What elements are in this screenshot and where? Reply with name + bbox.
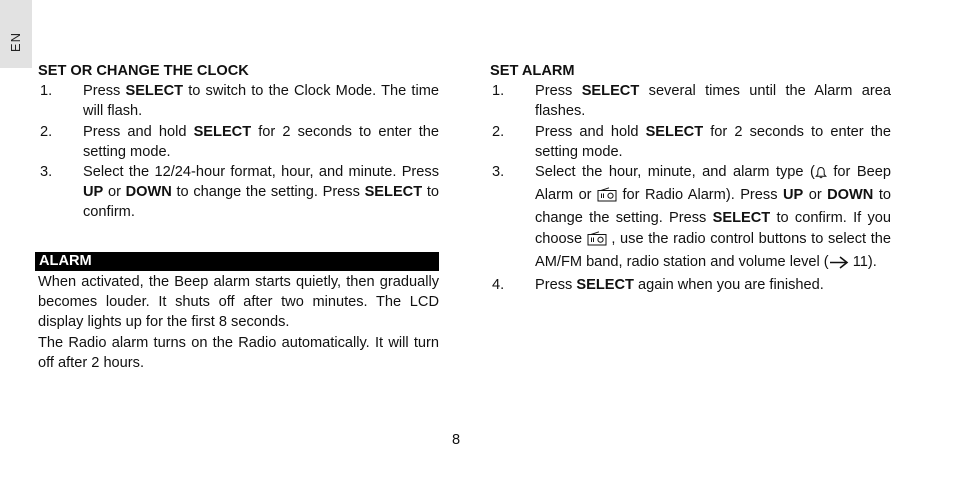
step-text: Select the hour, minute, and alarm type ( bbox=[535, 164, 815, 181]
list-item bbox=[38, 122, 439, 162]
step-number: 4. bbox=[492, 277, 505, 294]
list-item bbox=[38, 162, 439, 223]
step-number: 2. bbox=[492, 123, 505, 140]
step-text: Press bbox=[83, 83, 126, 100]
button-name: DOWN bbox=[125, 184, 172, 201]
step-text: for Radio Alarm). Press bbox=[617, 187, 783, 204]
step-text: Press bbox=[535, 83, 582, 100]
alarm-steps bbox=[490, 81, 891, 295]
step-text: to confirm. If you choose bbox=[535, 210, 891, 247]
step-text: several times until the Alarm area flashes. bbox=[535, 83, 892, 120]
page-number: 8 bbox=[452, 432, 461, 448]
list-item bbox=[490, 122, 891, 162]
button-name: SELECT bbox=[193, 123, 252, 140]
button-name: SELECT bbox=[712, 210, 771, 227]
paragraph: When activated, the Beep alarm starts quietly, then gradually becomes louder. It shuts off after two minutes. The LCD display lights up for the first 8 seconds. bbox=[38, 274, 439, 331]
step-number: 3. bbox=[40, 164, 53, 181]
step-text: Press and hold bbox=[83, 123, 194, 140]
alarm-description bbox=[38, 272, 439, 373]
bell-icon bbox=[815, 165, 827, 185]
step-text: for Beep Alarm or bbox=[535, 164, 891, 204]
button-name: SELECT bbox=[581, 83, 640, 100]
button-name: SELECT bbox=[125, 83, 184, 100]
section-heading-clock: SET OR CHANGE THE CLOCK bbox=[38, 63, 249, 79]
step-text: or bbox=[103, 184, 126, 201]
list-item bbox=[490, 162, 891, 275]
paragraph: The Radio alarm turns on the Radio automatically. It will turn off after 2 hours. bbox=[38, 334, 439, 371]
radio-icon bbox=[597, 187, 617, 208]
step-text: Press and hold bbox=[535, 123, 646, 140]
step-text: to confirm. bbox=[83, 184, 439, 221]
step-text: 11). bbox=[848, 253, 877, 270]
step-text: to switch to the Clock Mode. The time will flash. bbox=[83, 83, 439, 120]
radio-icon bbox=[587, 231, 607, 252]
language-tab bbox=[0, 0, 32, 68]
button-name: SELECT bbox=[364, 184, 423, 201]
step-text: Press bbox=[535, 277, 577, 294]
right-column bbox=[490, 61, 891, 295]
step-number: 1. bbox=[492, 83, 505, 100]
button-name: SELECT bbox=[576, 277, 634, 294]
step-text: , use the radio control buttons to select the AM/FM band, radio station and volume level ( bbox=[535, 230, 891, 270]
button-name: UP bbox=[83, 184, 104, 201]
step-text: for 2 seconds to enter the setting mode. bbox=[535, 123, 891, 160]
step-number: 3. bbox=[492, 164, 505, 181]
clock-steps bbox=[38, 81, 439, 222]
left-column bbox=[38, 61, 439, 223]
arrow-right-icon bbox=[829, 255, 849, 275]
step-text: again when you are finished. bbox=[633, 277, 824, 294]
step-text: Select the 12/24-hour format, hour, and minute. Press bbox=[83, 164, 439, 181]
step-text: or bbox=[803, 187, 828, 204]
step-number: 1. bbox=[40, 83, 53, 100]
section-heading-alarm: ALARM bbox=[35, 252, 439, 271]
language-label: EN bbox=[7, 32, 23, 53]
section-heading-set-alarm: SET ALARM bbox=[490, 63, 575, 79]
step-text: to change the setting. Press bbox=[535, 187, 891, 227]
button-name: SELECT bbox=[645, 123, 704, 140]
list-item bbox=[490, 81, 891, 121]
list-item bbox=[38, 81, 439, 121]
step-text: for 2 seconds to enter the setting mode. bbox=[83, 123, 439, 160]
step-number: 2. bbox=[40, 123, 53, 140]
step-text: to change the setting. Press bbox=[171, 184, 365, 201]
button-name: DOWN bbox=[827, 187, 874, 204]
button-name: UP bbox=[782, 187, 804, 204]
list-item bbox=[490, 275, 891, 295]
